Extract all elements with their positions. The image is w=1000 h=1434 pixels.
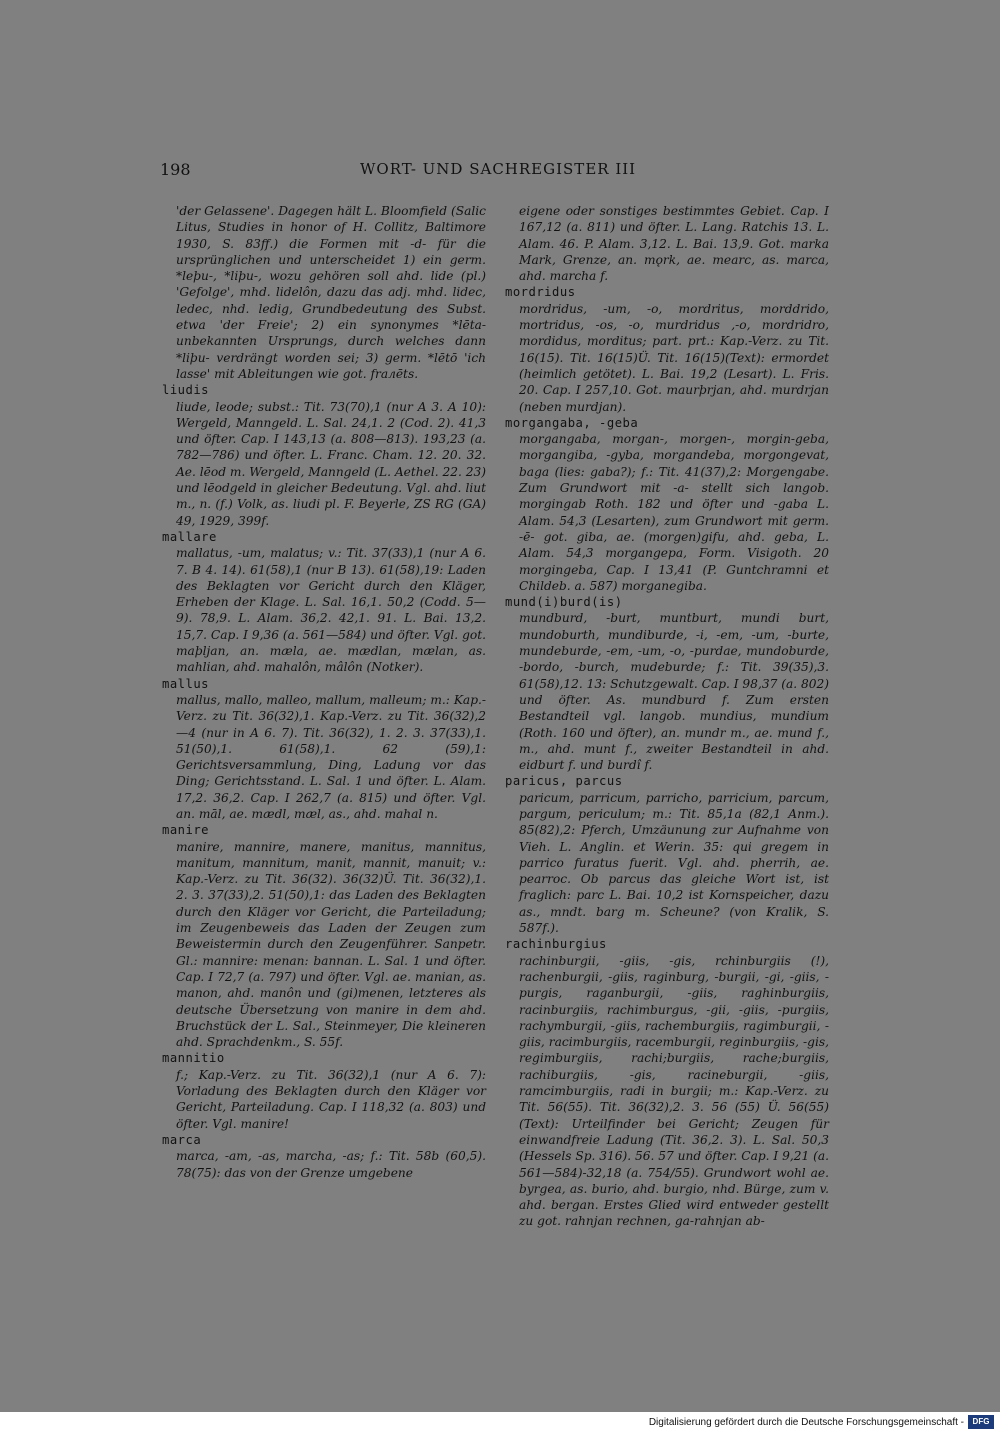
- entry-lemma: morgangaba, -geba: [505, 415, 639, 430]
- page-header: [160, 160, 840, 184]
- entry-text: mallatus, -um, malatus; v.: Tit. 37(33),1 (nur A 6. 7. B 4. 14). 61(58),1 (nur B 13). 61(58),19: Laden des Beklagten vor Gericht durch den Kläger, Erheben der Klage. L. Sal. 16,1. 50,2 (Codd. 5—9). 78,9. L. Alam. 36,2. 42,1. 91. L. Bai. 13,2. 15,7. Cap. I 9,36 (a. 561—584) und öfter. Vgl. got. maþljan, an. mæla, ae. mædlan, mælan, as. mahlian, ahd. mahalôn, mâlôn (Notker).: [176, 546, 486, 675]
- entry-lemma: mannitio: [162, 1051, 225, 1066]
- left-column: [162, 203, 486, 1181]
- entry-lemma: manire: [162, 823, 210, 838]
- continuation-text: eigene oder sonstiges bestimmtes Gebiet. Cap. I 167,12 (a. 811) und öfter. L. Lang. Ratchis 13. L. Alam. 46. P. Alam. 3,12. L. Bai. 13,9. Got. marka Mark, Grenze, an. mǫrk, ae. mearc, as. marca, ahd. marcha f.: [519, 204, 829, 284]
- dictionary-entry: [162, 1050, 486, 1131]
- entry-text: manire, mannire, manere, manitus, mannitus, manitum, mannitum, manit, mannit, manuit; v.: Kap.-Verz. zu Tit. 36(32). 36(32)Ü. Tit. 36(32),1. 2. 3. 37(33),2. 51(50),1: das Laden des Beklagten durch den Kläger vor Gericht, die Parteiladung; im Zeugenbeweis das Laden der Zeugen zum Beweistermin durch den Zeugenführer. Sanpetr. Gl.: mannire: menan: bannan. L. Sal. 1 und öfter. Cap. I 72,7 (a. 797) und öfter. Vgl. ae. manian, as. manon, ahd. manôn und (gi)menen, letzteres als deutsche Übersetzung von manire in dem ahd. Bruchstück der L. Sal., Steinmeyer, Die kleineren ahd. Sprachdenkm., S. 55f.: [176, 839, 486, 1050]
- entry-text: rachinburgii, -giis, -gis, rchinburgiis (!), rachenburgii, -giis, raginburg, -burgii, -gi, -giis, -purgis, raganburgii, -giis, raghinburgiis, racinburgiis, rachimburgus, -gii, -giis, -purgiis, rachymburgii, -giis, rachemburgiis, ragimburgii, -giis, racimburgiis, racemburgii, reginburgiis, -gis, regimburgiis, rachi;burgiis, rache;burgiis, rachiburgiis, -gis, racineburgii, -giis, ramcimburgiis, radi in burgii; m.: Kap.-Verz. zu Tit. 56(55). Tit. 36(32),2. 3. 56 (55) Ü. 56(55) (Text): Urteilfinder bei Gericht; Zeugen für einwandfreie Ladung (Tit. 36,2. 3). L. Sal. 50,3 (Hessels Sp. 316). 56. 57 und öfter. Cap. I 9,21 (a. 561—584)-32,18 (a. 754/55). Grundwort wohl ae. byrgea, as. burio, ahd. burgio, nhd. Bürge, zum v. ahd. bergan. Erstes Glied wird entweder gestellt zu got. rahnjan rechnen, ga-rahnjan ab-: [519, 953, 829, 1229]
- entry-text: liude, leode; subst.: Tit. 73(70),1 (nur A 3. A 10): Wergeld, Manngeld. L. Sal. 24,1. 2 (Cod. 2). 41,3 und öfter. Cap. I 143,13 (a. 808—813). 193,23 (a. 782—786) und öfter. L. Franc. Cham. 12. 20. 32. Ae. lēod m. Wergeld, Manngeld (L. Aethel. 22. 23) und lēodgeld in gleicher Bedeutung. Vgl. ahd. liut m., n. (f.) Volk, as. liudi pl. F. Beyerle, ZS RG (GA) 49, 1929, 399f.: [176, 399, 486, 528]
- dictionary-entry: [162, 382, 486, 529]
- dictionary-entry: [505, 415, 829, 594]
- continuation-text: 'der Gelassene'. Dagegen hält L. Bloomfield (Salic Litus, Studies in honor of H. Collitz, Baltimore 1930, S. 83ff.) die Formen mit -d- für die ursprünglichen und unterscheidet 1) ein germ. *leþu-, *liþu-, wozu gehören soll ahd. lide (pl.) 'Gefolge', mhd. lidelôn, dazu das adj. mhd. lidec, ledec, nhd. ledig, Grundbedeutung des Subst. etwa 'der Freie'; 2) ein synonymes *lēta- unbekannten Ursprungs, durch welches dann *liþu- verdrängt worden sei; 3) germ. *lētō 'ich lasse' mit Ableitungen wie got. frалēts.: [176, 204, 486, 381]
- right-column: [505, 203, 829, 1230]
- entry-text: marca, -am, -as, marcha, -as; f.: Tit. 58b (60,5). 78(75): das von der Grenze umgebene: [176, 1149, 486, 1180]
- entry-text: mundburd, -burt, muntburt, mundi burt, mundoburth, mundiburde, -i, -em, -um, -burte, mundeburde, -em, -um, -o, -purdae, mundoburde, -bordo, -burch, mudeburde; f.: Tit. 39(35),3. 61(58),12. 13: Schutzgewalt. Cap. I 98,37 (a. 802) und öfter. As. mundburd f. Zum ersten Bestandteil vgl. langob. mundius, mundium (Roth. 160 und öfter), an. mundr m., ae. mund f., m., ahd. munt f., zweiter Bestandteil in ahd. eidburt f. und burdî f.: [519, 611, 829, 773]
- entry-lemma: mund(i)burd(is): [505, 595, 623, 610]
- dictionary-entry: [162, 529, 486, 676]
- entry-text: f.; Kap.-Verz. zu Tit. 36(32),1 (nur A 6. 7): Vorladung des Beklagten durch den Kläger vor Gericht, Parteiladung. Cap. I 118,32 (a. 803) und öfter. Vgl. manire!: [176, 1067, 486, 1131]
- page-number: 198: [160, 160, 191, 179]
- dfg-logo: DFG: [968, 1415, 994, 1429]
- footer-bar: [0, 1412, 1000, 1434]
- dictionary-entry: [162, 1132, 486, 1181]
- entry-text: mallus, mallo, malleo, mallum, malleum; m.: Kap.-Verz. zu Tit. 36(32),1. Kap.-Verz. zu Tit. 36(32),2—4 (nur in A 6. 7). Tit. 36(32), 1. 2. 3. 37(33),1. 51(50),1. 61(58),1. 62 (59),1: Gerichtsversammlung, Ding, Ladung vor das Ding; Gerichtsstand. L. Sal. 1 und öfter. L. Alam. 17,2. 36,2. Cap. I 262,7 (a. 815) und öfter. Vgl. an. māl, ae. mædl, mæl, as., ahd. mahal n.: [176, 692, 486, 821]
- dictionary-entry: [162, 822, 486, 1050]
- funding-notice: Digitalisierung gefördert durch die Deutsche Forschungsgemeinschaft -: [648, 1417, 964, 1428]
- entry-text: morgangaba, morgan-, morgen-, morgin-geba, morgangiba, -gyba, morgandeba, morgongevat, baga (lies: gaba?); f.: Tit. 41(37),2: Morgengabe. Zum Grundwort mit -a- stellt sich langob. morgingab Roth. 182 und öfter und -gaba L. Alam. 54,3 (Lesarten), zum Grundwort mit germ. -ē- got. giba, ae. (morgen)gifu, ahd. geba, L. Alam. 54,3 morgangepa, Form. Visigoth. 20 morgingeba, Cap. I 13,41 (P. Guntchramni et Childeb. a. 587) morganegiba.: [519, 432, 829, 593]
- entry-lemma: mallare: [162, 529, 217, 544]
- entry-lemma: mallus: [162, 676, 210, 691]
- running-head: WORT- UND SACHREGISTER III: [360, 160, 637, 178]
- dictionary-entry: [162, 676, 486, 823]
- dictionary-entry: [505, 773, 829, 936]
- entry-text: mordridus, -um, -o, mordritus, morddrido, mortridus, -os, -o, murdridus ,-o, mordridro, mordidus, morditus; part. prt.: Kap.-Verz. zu Tit. 16(15). Tit. 16(15)Ü. Tit. 16(15)(Text): ermordet (heimlich getötet). L. Bai. 19,2 (Lesart). L. Fris. 20. Cap. I 257,10. Got. maurþrjan, ahd. murdrjan (neben murdjan).: [519, 301, 829, 414]
- dictionary-entry: [505, 936, 829, 1229]
- entry-text: paricum, parricum, parricho, parricium, parcum, pargum, periculum; m.: Tit. 85,1a (82,1 Anm.). 85(82),2: Pferch, Umzäunung zur Aufnahme von Vieh. L. Anglin. et Werin. 35: qui gregem in parrico furatus fuerit. Vgl. ahd. pherrih, ae. pearroc. Ob parcus das gleiche Wort ist, ist fraglich: parc L. Bai. 10,2 ist Kornspeicher, dazu as., mndt. barg m. Scheune? (von Kralik, S. 587f.).: [519, 790, 829, 936]
- entry-lemma: paricus, parcus: [505, 774, 623, 789]
- entry-lemma: mordridus: [505, 285, 576, 300]
- dictionary-entry: [505, 594, 829, 773]
- entry-lemma: liudis: [162, 383, 210, 398]
- entry-lemma: marca: [162, 1132, 202, 1147]
- dictionary-entry: [505, 284, 829, 414]
- entry-lemma: rachinburgius: [505, 937, 607, 952]
